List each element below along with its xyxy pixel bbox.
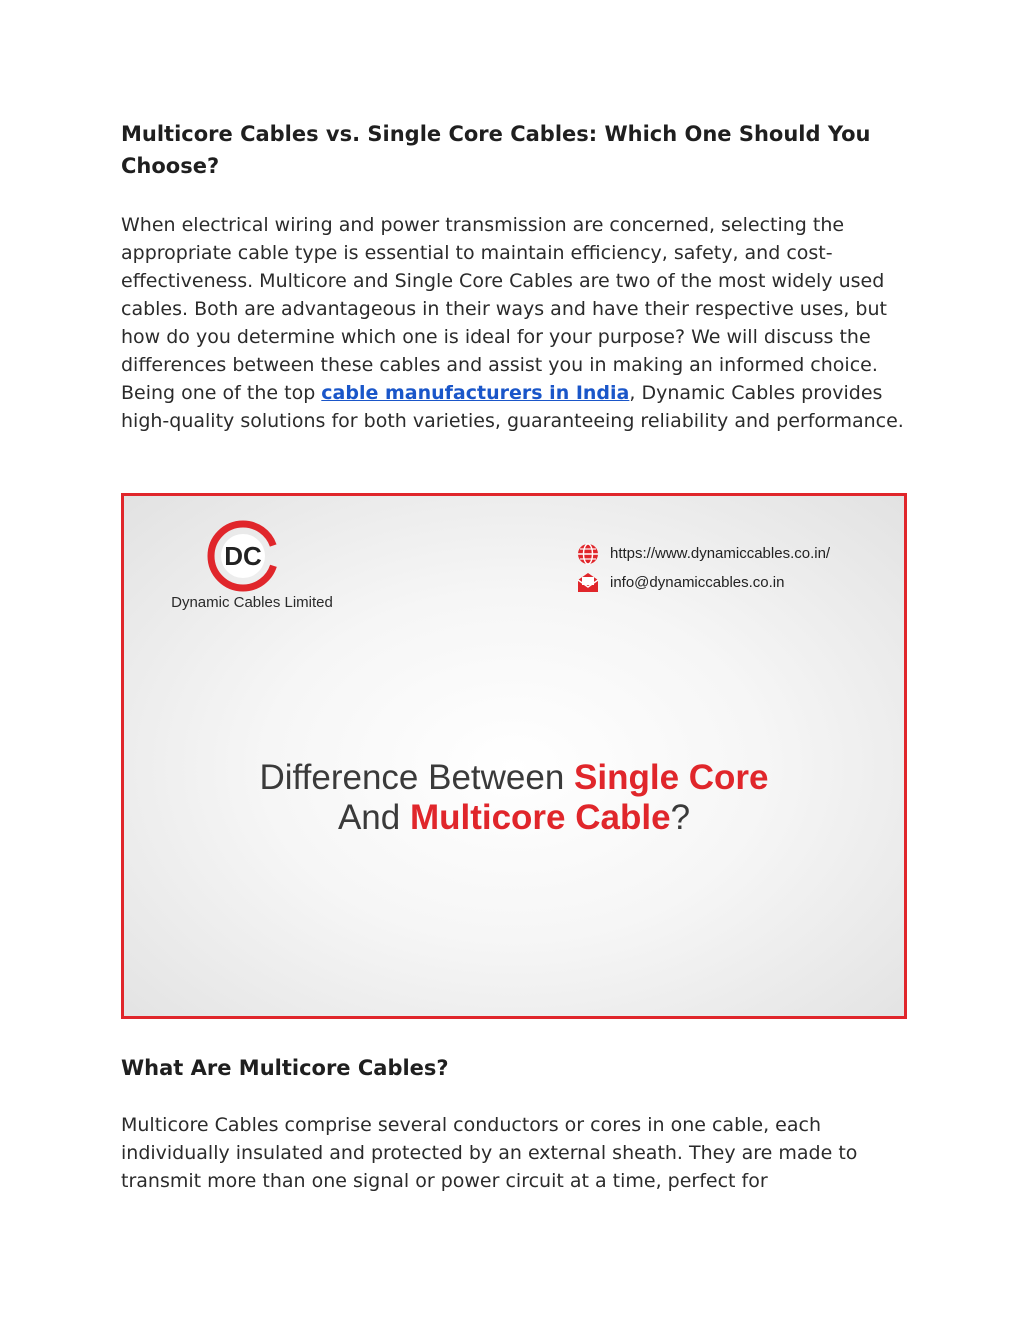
headline-plain-1: Difference Between [259, 758, 575, 797]
website-url[interactable]: https://www.dynamiccables.co.in/ [610, 545, 831, 562]
section-title: What Are Multicore Cables? [121, 1056, 449, 1080]
globe-icon [576, 542, 600, 566]
logo-letters: DC [224, 541, 262, 571]
headline-plain-2: And [337, 798, 410, 837]
intro-paragraph [121, 211, 911, 435]
cable-manufacturers-link[interactable]: cable manufacturers in India [321, 382, 630, 404]
article-title-block [121, 118, 911, 182]
headline-highlight-multicore: Multicore Cable [409, 798, 671, 837]
headline-question-mark: ? [670, 798, 691, 837]
headline-highlight-single-core: Single Core [574, 758, 769, 797]
dynamic-cables-logo-icon [199, 518, 287, 594]
intro-text-after-link: , Dynamic Cables provides high-quality solutions for both varieties, guaranteeing reliability and performance. [121, 382, 904, 432]
intro-block [121, 211, 911, 435]
intro-text-before-link: When electrical wiring and power transmission are concerned, selecting the appropriate cable type is essential to maintain efficiency, safety, and cost-effectiveness. Multicore and Single Core Cables are two of the most widely used cables. Both are advantageous in their ways and have their respective uses, but how do you determine which one is ideal for your purpose? We will discuss the differences between these cables and assist you in making an informed choice. Being one of the top [121, 214, 887, 404]
section-paragraph: Multicore Cables comprise several conductors or cores in one cable, each individually insulated and protected by an external sheath. They are made to transmit more than one signal or power circuit at a time, perfect for [121, 1114, 858, 1192]
company-name: Dynamic Cables Limited [171, 594, 333, 611]
email-address[interactable]: info@dynamiccables.co.in [610, 574, 785, 591]
article-banner-image [121, 493, 907, 1019]
section-body-block [121, 1111, 911, 1195]
article-title: Multicore Cables vs. Single Core Cables: Which One Should You Choose? [121, 122, 871, 178]
banner-headline-line-2 [124, 798, 904, 838]
section-title-block [121, 1052, 911, 1084]
banner-headline-line-1 [124, 758, 904, 798]
envelope-icon [576, 571, 600, 595]
